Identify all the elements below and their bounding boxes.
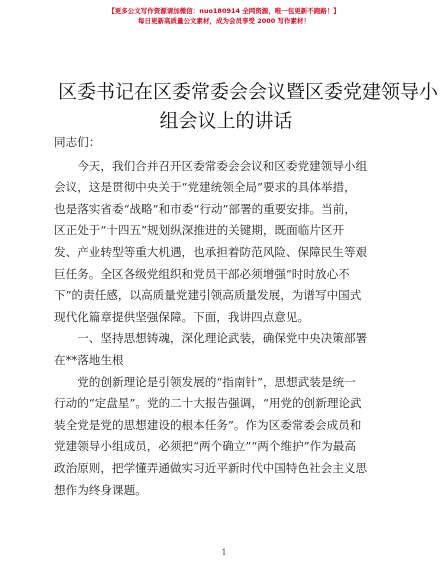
paragraph-line: 巨任务。全区各级党组织和党员干部必须增强“时时放心不: [54, 266, 350, 281]
paragraph-line: 装全党是党的思想建设的根本任务”。作为区委常委会成员和: [54, 417, 362, 432]
paragraph-line: 下”的责任感，以高质量党建引领高质量发展，为谱写中国式: [54, 288, 362, 303]
paragraph-line: 区正处于“十四五”规划纵深推进的关键期，既面临片区开: [54, 223, 345, 238]
paragraph-intro: [54, 156, 394, 329]
paragraph-line: 现代化篇章提供坚强保障。下面，我讲四点意见。: [54, 309, 310, 324]
section-heading-line-2: 在**落地生根: [54, 352, 124, 367]
document-title-line-2: 组会议上的讲话: [159, 110, 293, 132]
paragraph-section-1: [54, 372, 394, 502]
paragraph-line: 今天，我们合并召开区委常委会会议和区委党建领导小组: [77, 158, 368, 173]
document-title-line-1: 区委书记在区委常委会会议暨区委党建领导小: [58, 81, 439, 103]
page-number: 1: [221, 548, 227, 557]
paragraph-line: 党建领导小组成员，必须把“两个确立”“两个维护”作为最高: [54, 439, 356, 454]
promo-banner-line-1: 【更多公文写作资源请加微信：nuo180914 全网资源，唯一包更新不跑路！】: [108, 7, 340, 15]
section-heading-1: [54, 328, 394, 371]
promo-banner: [0, 6, 448, 26]
document-title: [58, 78, 439, 136]
paragraph-line: 发、产业转型等重大机遇，也承担着防范风险、保障民生等艰: [54, 244, 368, 259]
paragraph-line: 政治原则，把学懂弄通做实习近平新时代中国特色社会主义思: [54, 460, 368, 475]
section-heading-line-1: 一、坚持思想铸魂，深化理论武装，确保党中央决策部署: [77, 331, 368, 346]
paragraph-line: 想作为终身课题。: [54, 482, 147, 497]
paragraph-line: 会议，这是贯彻中央关于“党建统领全局”要求的具体举措，: [54, 180, 356, 195]
promo-banner-line-2: 每日更新高质量公文素材，成为会员享受 2000 写作素材！: [137, 17, 311, 25]
salutation: 同志们：: [54, 135, 101, 149]
paragraph-line: 也是落实省委“战略”和市委“行动”部署的重要安排。当前，: [54, 201, 356, 216]
paragraph-line: 行动的“定盘星”。党的二十大报告强调，“用党的创新理论武: [54, 396, 362, 411]
paragraph-line: 党的创新理论是引领发展的“指南针”，思想武装是统一: [77, 374, 356, 389]
document-body: [54, 132, 394, 501]
